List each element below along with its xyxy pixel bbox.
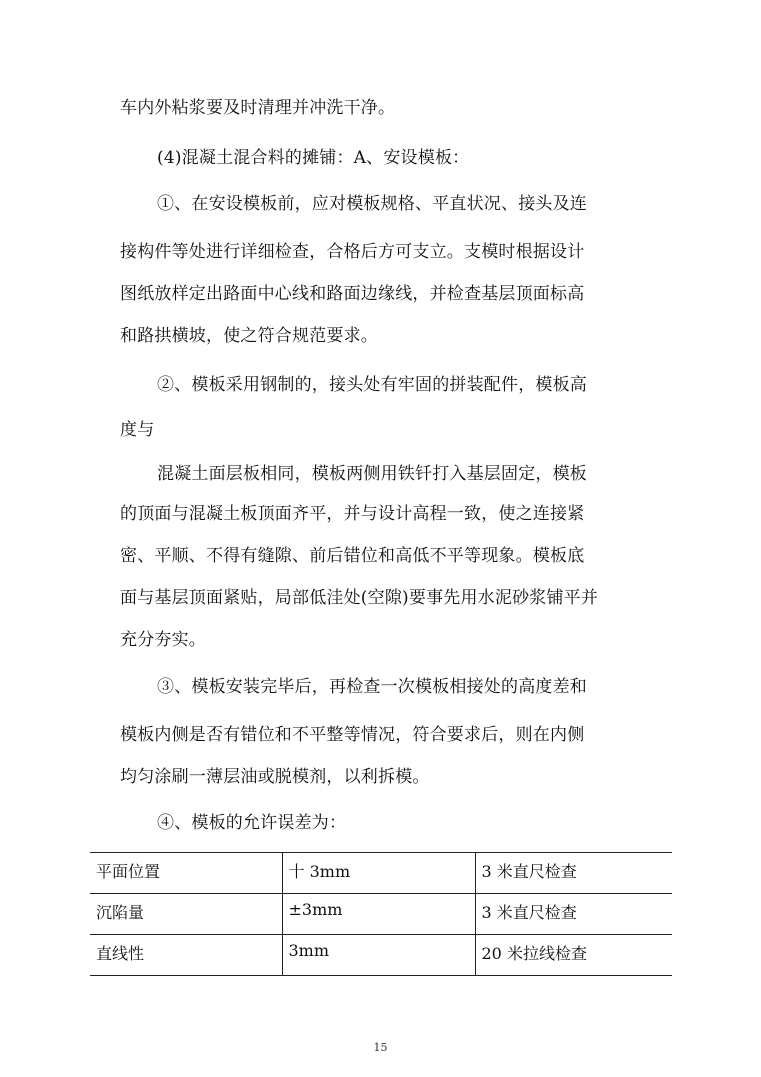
table-cell: 平面位置 <box>90 853 282 894</box>
paragraph-line: 密、平顺、不得有缝隙、前后错位和高低不平等现象。模板底 <box>120 546 585 566</box>
section-heading: (4)混凝土混合料的摊铺：A、安设模板： <box>157 148 470 168</box>
paragraph-line: ②、模板采用钢制的，接头处有牢固的拼装配件，模板高 <box>157 375 587 395</box>
table-cell: 3mm <box>282 935 475 976</box>
table-cell: 直线性 <box>90 935 282 976</box>
table-cell: 十 3mm <box>282 853 475 894</box>
paragraph-line: ①、在安设模板前，应对模板规格、平直状况、接头及连 <box>157 194 587 214</box>
page-number: 15 <box>373 1041 388 1054</box>
table-cell: 20 米拉线检查 <box>475 935 672 976</box>
table-cell: ±3mm <box>282 894 475 935</box>
paragraph-line: 度与 <box>120 420 155 440</box>
paragraph-line: 车内外粘浆要及时清理并冲洗干净。 <box>120 98 396 118</box>
table-row <box>90 894 672 935</box>
paragraph-line: ③、模板安装完毕后，再检查一次模板相接处的高度差和 <box>157 677 587 697</box>
paragraph-line: 均匀涂刷一薄层油或脱模剂，以利拆模。 <box>120 767 430 787</box>
paragraph-line: 模板内侧是否有错位和不平整等情况，符合要求后，则在内侧 <box>120 725 585 745</box>
paragraph-line: 面与基层顶面紧贴，局部低洼处(空隙)要事先用水泥砂浆铺平并 <box>120 588 599 608</box>
paragraph-line: 图纸放样定出路面中心线和路面边缘线，并检查基层顶面标高 <box>120 284 585 304</box>
table-row <box>90 935 672 976</box>
table-cell: 沉陷量 <box>90 894 282 935</box>
paragraph-line: 接构件等处进行详细检查，合格后方可支立。支模时根据设计 <box>120 242 585 262</box>
tolerance-table <box>90 852 672 976</box>
paragraph-line: 混凝土面层板相同，模板两侧用铁钎打入基层固定，模板 <box>157 464 587 484</box>
paragraph-line: 充分夯实。 <box>120 630 206 650</box>
table-cell: 3 米直尺检查 <box>475 894 672 935</box>
table-cell: 3 米直尺检查 <box>475 853 672 894</box>
paragraph-line: 的顶面与混凝土板顶面齐平，并与设计高程一致，使之连接紧 <box>120 504 585 524</box>
paragraph-line: ④、模板的允许误差为： <box>157 813 347 833</box>
paragraph-line: 和路拱横坡，使之符合规范要求。 <box>120 326 378 346</box>
table-row <box>90 853 672 894</box>
